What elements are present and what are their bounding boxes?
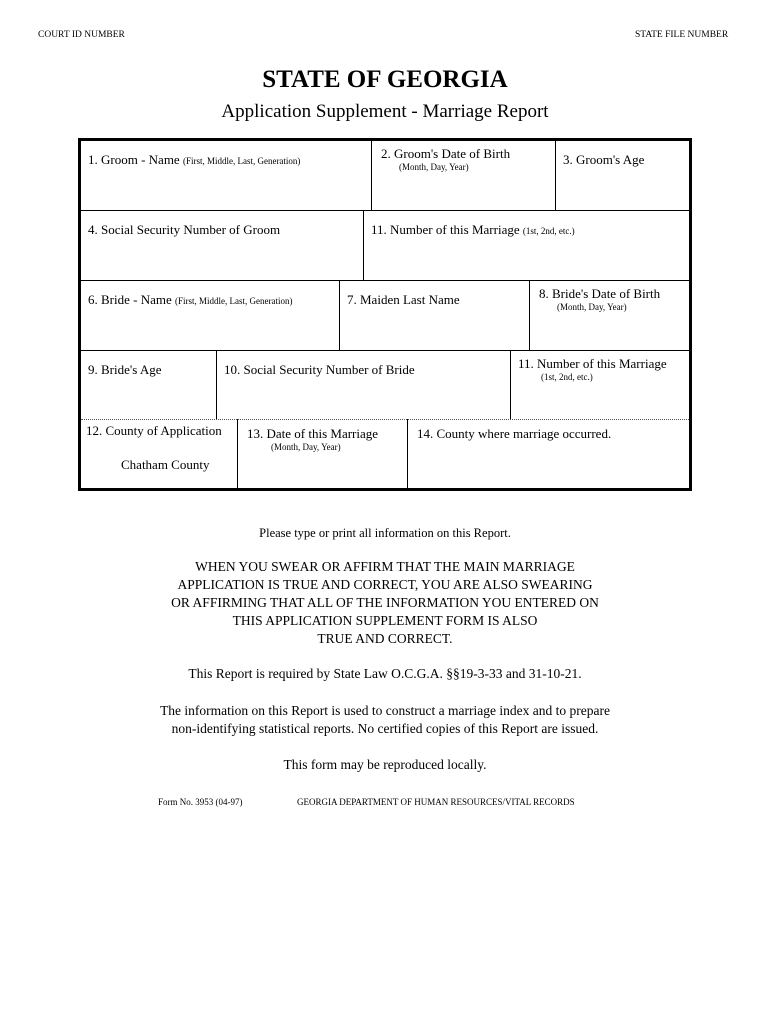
groom-marriage-number-label: 11. Number of this Marriage: [371, 222, 520, 237]
bride-ssn-label: 10. Social Security Number of Bride: [224, 362, 415, 377]
page-subtitle: Application Supplement - Marriage Report: [221, 101, 549, 122]
groom-dob-label: 2. Groom's Date of Birth: [381, 146, 511, 161]
department-name: GEORGIA DEPARTMENT OF HUMAN RESOURCES/VITAL RECORDS: [297, 797, 575, 807]
col-divider: [339, 280, 340, 350]
col-divider: [555, 141, 556, 210]
info-statement: [0, 702, 770, 738]
col-divider: [510, 350, 511, 419]
col-divider: [371, 141, 372, 210]
swear-line: WHEN YOU SWEAR OR AFFIRM THAT THE MAIN MARRIAGE: [195, 559, 575, 574]
groom-name-hint: (First, Middle, Last, Generation): [182, 156, 301, 166]
marriage-county-label: 14. County where marriage occurred.: [417, 426, 612, 441]
row-divider: [81, 419, 689, 420]
marriage-date-label: 13. Date of this Marriage: [247, 426, 379, 441]
row-divider: [81, 350, 689, 351]
groom-marriage-number-field[interactable]: [371, 222, 575, 239]
page-title: STATE OF GEORGIA: [262, 66, 508, 93]
bride-name-label: 6. Bride - Name: [88, 292, 172, 307]
county-application-label: 12. County of Application: [86, 423, 222, 438]
groom-age-field[interactable]: [563, 152, 644, 167]
col-divider: [237, 419, 238, 488]
bride-dob-hint: (Month, Day, Year): [557, 302, 627, 312]
reproduce-statement: This form may be reproduced locally.: [283, 757, 487, 772]
groom-dob-hint: (Month, Day, Year): [399, 162, 469, 172]
form-number: Form No. 3953 (04-97): [158, 797, 243, 807]
swear-line: APPLICATION IS TRUE AND CORRECT, YOU ARE ALSO SWEARING: [177, 577, 593, 592]
law-statement: This Report is required by State Law O.C.G.A. §§19-3-33 and 31-10-21.: [188, 666, 582, 681]
county-application-field[interactable]: [86, 423, 222, 438]
groom-ssn-label: 4. Social Security Number of Groom: [88, 222, 281, 237]
groom-age-label: 3. Groom's Age: [563, 152, 645, 167]
bride-marriage-number-field[interactable]: [518, 356, 667, 371]
maiden-name-field[interactable]: [347, 292, 460, 307]
col-divider: [529, 280, 530, 350]
swear-line: THIS APPLICATION SUPPLEMENT FORM IS ALSO: [232, 613, 538, 628]
groom-name-field[interactable]: [88, 152, 300, 169]
info-line: The information on this Report is used to construct a marriage index and to prepare: [160, 703, 610, 718]
bride-age-field[interactable]: [88, 362, 161, 377]
swear-statement: [0, 558, 770, 648]
bride-name-hint: (First, Middle, Last, Generation): [175, 296, 293, 306]
bride-dob-field[interactable]: [539, 286, 660, 301]
swear-line: TRUE AND CORRECT.: [317, 631, 453, 646]
type-print-instruction: Please type or print all information on this Report.: [259, 526, 511, 540]
marriage-date-field[interactable]: [247, 426, 378, 441]
maiden-name-label: 7. Maiden Last Name: [347, 292, 460, 307]
bride-ssn-field[interactable]: [224, 362, 415, 377]
groom-marriage-number-hint: (1st, 2nd, etc.): [522, 226, 575, 236]
marriage-date-hint: (Month, Day, Year): [271, 442, 341, 452]
groom-ssn-field[interactable]: [88, 222, 280, 237]
state-file-label: STATE FILE NUMBER: [635, 30, 729, 40]
bride-marriage-number-hint: (1st, 2nd, etc.): [541, 372, 593, 382]
form-box: [78, 138, 692, 491]
county-application-value[interactable]: Chatham County: [121, 457, 210, 472]
row-divider: [81, 210, 689, 211]
bride-name-field[interactable]: [88, 292, 293, 309]
col-divider: [216, 350, 217, 419]
bride-dob-label: 8. Bride's Date of Birth: [539, 286, 661, 301]
bride-age-label: 9. Bride's Age: [88, 362, 162, 377]
col-divider: [363, 210, 364, 280]
court-id-label: COURT ID NUMBER: [38, 30, 125, 40]
info-line: non-identifying statistical reports. No certified copies of this Report are issued.: [171, 721, 599, 736]
col-divider: [407, 419, 408, 488]
row-divider: [81, 280, 689, 281]
swear-line: OR AFFIRMING THAT ALL OF THE INFORMATION YOU ENTERED ON: [171, 595, 599, 610]
groom-dob-field[interactable]: [381, 146, 510, 161]
bride-marriage-number-label: 11. Number of this Marriage: [518, 356, 667, 371]
groom-name-label: 1. Groom - Name: [88, 152, 180, 167]
marriage-county-field[interactable]: [417, 426, 611, 441]
